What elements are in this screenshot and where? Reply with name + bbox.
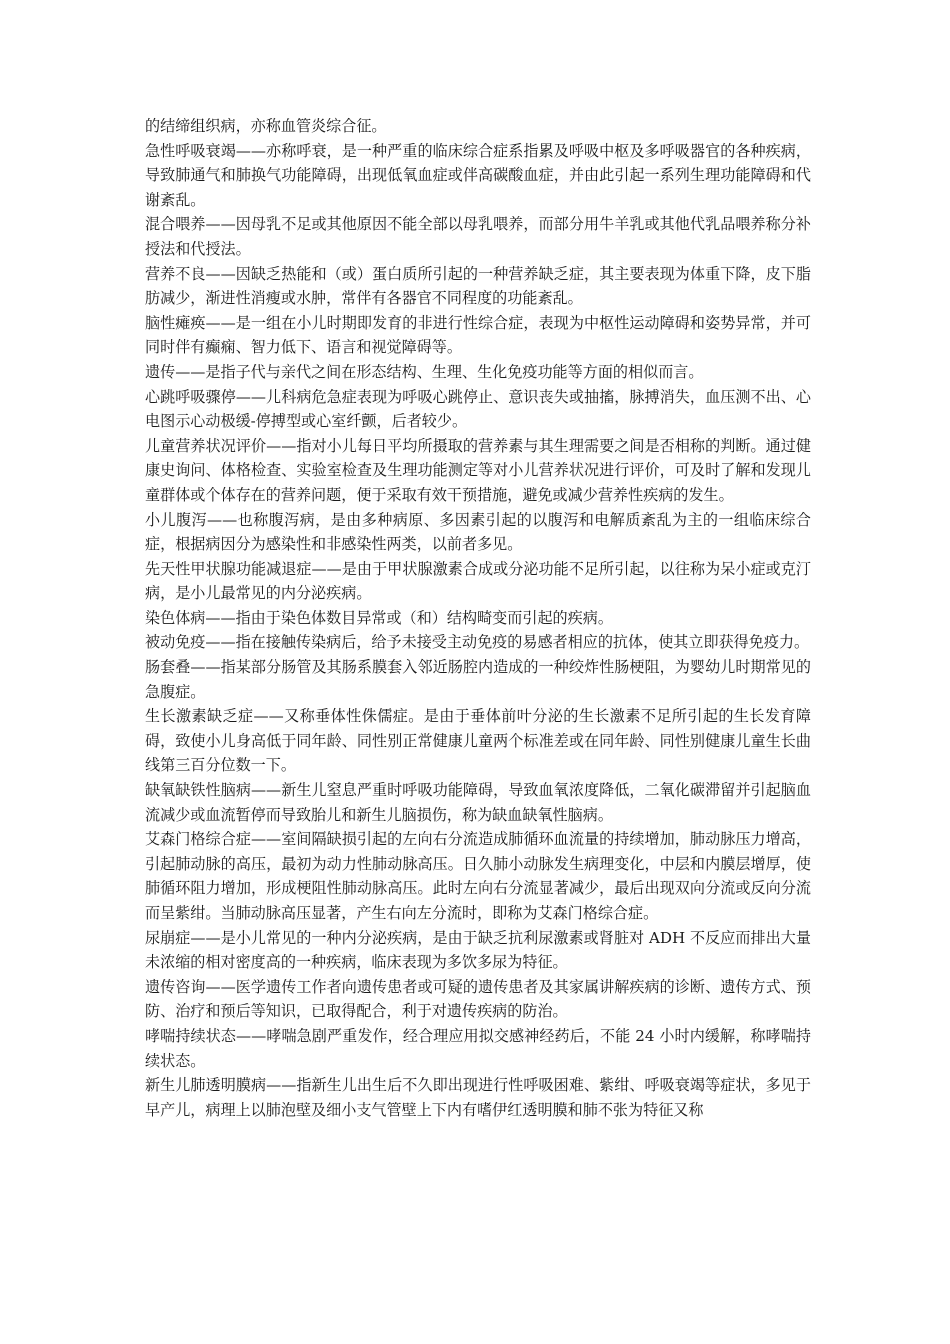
document-body — [145, 114, 811, 1122]
definition-entry: 混合喂养——因母乳不足或其他原因不能全部以母乳喂养，而部分用牛羊乳或其他代乳品喂养称分补授法和代授法。 — [145, 215, 811, 258]
definition-entry: 营养不良——因缺乏热能和（或）蛋白质所引起的一种营养缺乏症，其主要表现为体重下降，皮下脂肪减少，渐进性消瘦或水肿，常伴有各器官不同程度的功能紊乱。 — [145, 264, 811, 308]
definition-entry: 肠套叠——指某部分肠管及其肠系膜套入邻近肠腔内造成的一种绞炸性肠梗阻，为婴幼儿时期常见的急腹症。 — [145, 658, 811, 701]
definition-entry: 遗传咨询——医学遗传工作者向遗传患者或可疑的遗传患者及其家属讲解疾病的诊断、遗传方式、预防、治疗和预后等知识，已取得配合，利于对遗传疾病的防治。 — [145, 977, 811, 1021]
definition-entry: 脑性瘫痪——是一组在小儿时期即发育的非进行性综合症，表现为中枢性运动障碍和姿势异常，并可同时伴有癫痫、智力低下、语言和视觉障碍等。 — [145, 313, 811, 357]
definition-entry: 哮喘持续状态——哮喘急剧严重发作，经合理应用拟交感神经药后，不能 24 小时内缓解，称哮喘持续状态。 — [145, 1026, 811, 1070]
definition-entry: 儿童营养状况评价——指对小儿每日平均所摄取的营养素与其生理需要之间是否相称的判断。通过健康史询问、体格检查、实验室检查及生理功能测定等对小儿营养状况进行评价，可及时了解和发现儿童群体或个体存在的营养问题，便于采取有效干预措施，避免或减少营养性疾病的发生。 — [145, 436, 811, 504]
definition-entry: 尿崩症——是小儿常见的一种内分泌疾病，是由于缺乏抗利尿激素或肾脏对 ADH 不反应而排出大量未浓缩的相对密度高的一种疾病，临床表现为多饮多尿为特征。 — [145, 928, 811, 972]
definition-entry: 缺氧缺铁性脑病——新生儿窒息严重时呼吸功能障碍，导致血氧浓度降低，二氧化碳滞留并引起脑血流减少或血流暂停而导致胎儿和新生儿脑损伤，称为缺血缺氧性脑病。 — [145, 781, 811, 824]
definition-entry: 遗传——是指子代与亲代之间在形态结构、生理、生化免疫功能等方面的相似而言。 — [145, 362, 704, 381]
definition-entry: 急性呼吸衰竭——亦称呼衰，是一种严重的临床综合症系指累及呼吸中枢及多呼吸器官的各种疾病，导致肺通气和肺换气功能障碍，出现低氧血症或伴高碳酸血症，并由此引起一系列生理功能障碍和代谢紊乱。 — [145, 141, 811, 209]
definition-entry: 小儿腹泻——也称腹泻病，是由多种病原、多因素引起的以腹泻和电解质紊乱为主的一组临床综合症，根据病因分为感染性和非感染性两类，以前者多见。 — [145, 510, 811, 554]
definition-entry: 新生儿肺透明膜病——指新生儿出生后不久即出现进行性呼吸困难、紫绀、呼吸衰竭等症状，多见于早产儿，病理上以肺泡壁及细小支气管壁上下内有嗜伊红透明膜和肺不张为特征又称 — [145, 1076, 811, 1119]
definition-entry: 艾森门格综合症——室间隔缺损引起的左向右分流造成肺循环血流量的持续增加，肺动脉压力增高，引起肺动脉的高压，最初为动力性肺动脉高压。日久肺小动脉发生病理变化，中层和内膜层增厚，使肺循环阻力增加，形成梗阻性肺动脉高压。此时左向右分流显著减少，最后出现双向分流或反向分流而呈紫绀。当肺动脉高压显著，产生右向左分流时，即称为艾森门格综合症。 — [145, 830, 811, 922]
definition-entry: 生长激素缺乏症——又称垂体性侏儒症。是由于垂体前叶分泌的生长激素不足所引起的生长发育障碍，致使小儿身高低于同年龄、同性别正常健康儿童两个标准差或在同年龄、同性别健康儿童生长曲线第三百分位数一下。 — [145, 707, 811, 775]
definition-entry: 被动免疫——指在接触传染病后，给予未接受主动免疫的易感者相应的抗体，使其立即获得免疫力。 — [145, 633, 810, 652]
definition-entry: 染色体病——指由于染色体数目异常或（和）结构畸变而引起的疾病。 — [145, 608, 613, 627]
definition-entry: 先天性甲状腺功能减退症——是由于甲状腺激素合成或分泌功能不足所引起，以往称为呆小症或克汀病，是小儿最常见的内分泌疾病。 — [145, 559, 811, 603]
definition-entry: 的结缔组织病，亦称血管炎综合征。 — [145, 117, 387, 135]
definition-entry: 心跳呼吸骤停——儿科病危急症表现为呼吸心跳停止、意识丧失或抽搐，脉搏消失，血压测不出、心电图示心动极缓-停搏型或心室纤颤，后者较少。 — [145, 387, 811, 431]
